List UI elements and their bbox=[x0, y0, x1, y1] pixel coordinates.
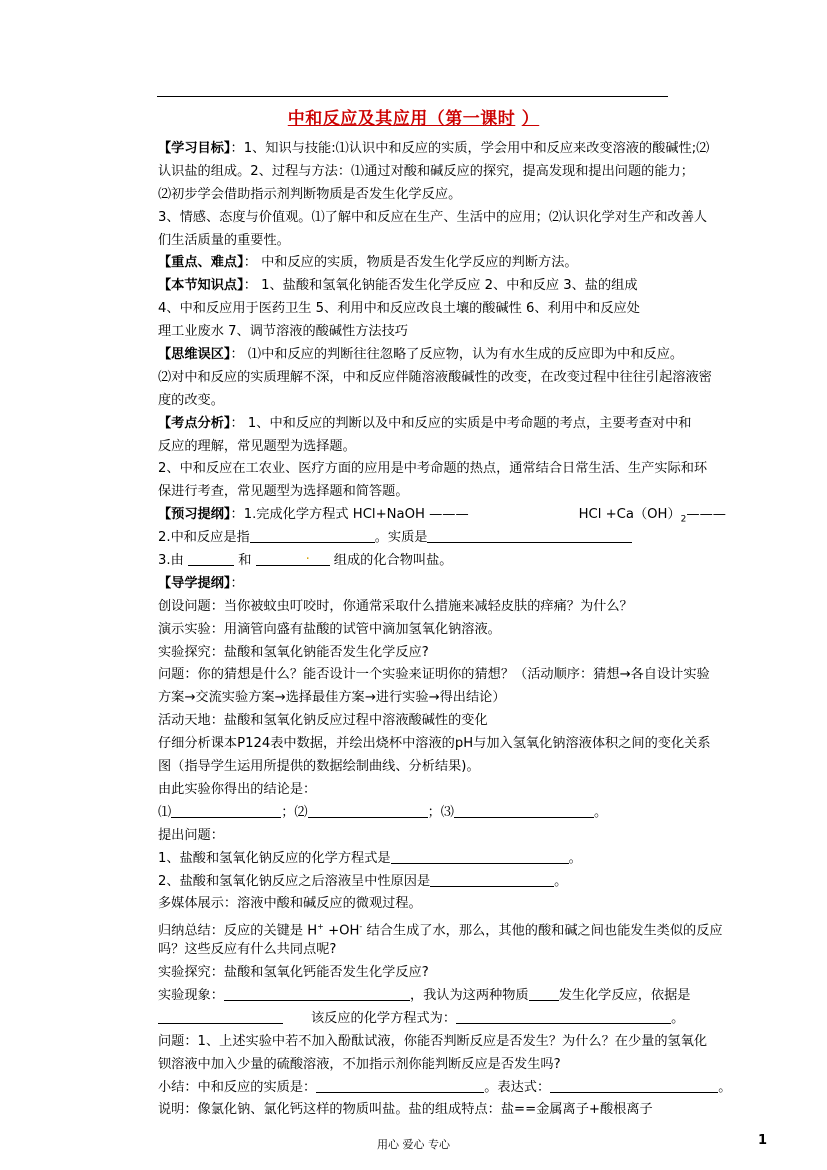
document-body: 【学习目标】：1、知识与技能:⑴认识中和反应的实质，学会用中和反应来改变溶液的酸碱性;⑵ 认识盐的组成。2、过程与方法：⑴通过对酸和碱反应的探究，提高发现和提出问题的能力； ⑵初步学会借助指示剂判断物质是否发生化学反应。 3、情感、态度与价值观。⑴了解中和反应在生产、生活中的应用；⑵认识化学对生产和改善人 们生活质量的重要性。 【重点、难点】： 中和反应的实质，物质是否发生化学反应的判断方法。 【本节知识点】： 1、盐酸和氢氧化钠能否发生化学反应 2、中和反应 3、盐的组成 4、中和反应用于医药卫生 5、利用中和反应改良土壤的酸碱性 6、利用中和反应处 理工业废水 7、调节溶液的酸碱性方法技巧 【思维误区】： ⑴中和反应的判断往往忽略了反应物，认为有水生成的反应即为中和反应。 ⑵对中和反应的实质理解不深，中和反应伴随溶液酸碱性的改变，在改变过程中往往引起溶液密 度的改变。 【考点分析】： 1、中和反应的判断以及中和反应的实质是中考命题的考点，主要考查对中和 反应的理解，常见题型为选择题。 2、中和反应在工农业、医疗方面的应用是中考命题的热点，通常结合日常生活、生产实际和环 保进行考查，常见题型为选择题和简答题。 【预习提纲】：1.完成化学方程式 HCl+NaOH ——— HCl $+Ca(OH)_2———$ 2.中和反应是指 。实质是 3.由 和 . 组成的化合物叫盐。 【导学提纲】： 创设问题：当你被蚊虫叮咬时，你通常采取什么措施来减轻皮肤的痒痛？为什么？ 演示实验：用滴管向盛有盐酸的试管中滴加氢氧化钠溶液。 实验探究：盐酸和氢氧化钠能否发生化学反应? 问题：你的猜想是什么？能否设计一个实验来证明你的猜想？（活动顺序：猜想→各自设计实验 方案→交流实验方案→选择最佳方案→进行实验→得出结论） 活动天地：盐酸和氢氧化钠反应过程中溶液酸碱性的变化 仔细分析课本P124表中数据，并绘出烧杯中溶液的pH与加入氢氧化钠溶液体积之间的变化关系 图（指导学生运用所提供的数据绘制曲线、分析结果)。 由此实验你得出的结论是： ⑴ ；⑵ ；⑶ 。 提出问题： 1、盐酸和氢氧化钠反应的化学方程式是 。 2、盐酸和氢氧化钠反应之后溶液呈中性原因是 。 多媒体展示：溶液中酸和碱反应的微观过程。 归纳总结：反应的关键是 H+ +OH- 结合生成了水，那么，其他的酸和碱之间也能发生类似的反应 吗？这些反应有什么共同点呢? 实验探究：盐酸和氢氧化钙能否发生化学反应? 实验现象： ，我认为这两种物质 发生化学反应，依据是 该反应的化学方程式为： 。 问题：1、上述实验中若不加入酚酞试液，你能否判断反应是否发生？为什么？在少量的氢氧化 钡溶液中加入少量的硫酸溶液，不加指示剂你能判断反应是否发生吗? 小结：中和反应的实质是： 。表达式： 。 说明：像氯化钠、氯化钙这样的物质叫盐。盐的组成特点：盐==金属离子+酸根离子 bbox=[158, 141, 732, 1118]
page-number: 1 bbox=[758, 1133, 768, 1148]
footer-motto: 用心 爱心 专心 bbox=[377, 1138, 450, 1151]
page-title: 中和反应及其应用（第一课时 ） bbox=[287, 109, 540, 129]
header-rule bbox=[157, 96, 668, 97]
